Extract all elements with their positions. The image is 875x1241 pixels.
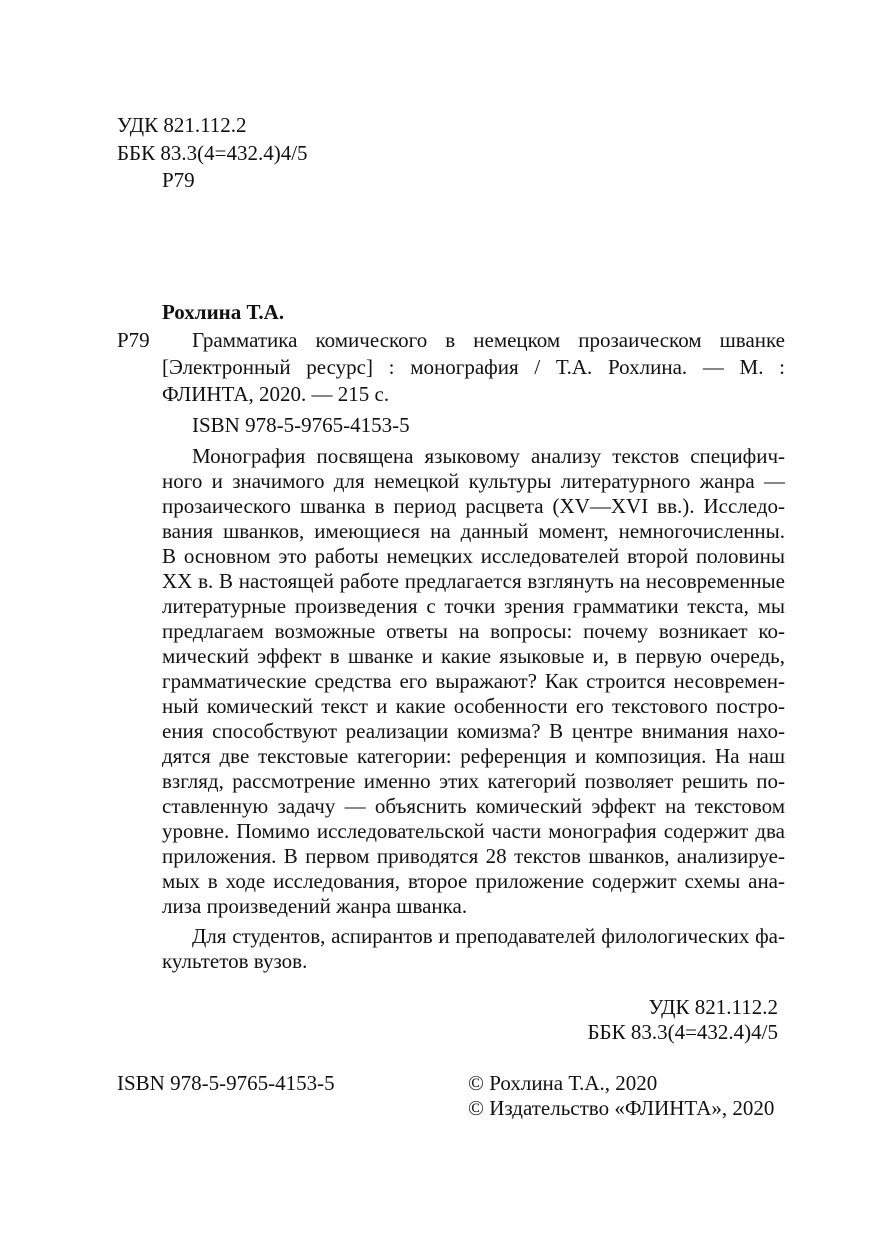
isbn-footer: ISBN 978-5-9765-4153-5 xyxy=(117,1071,335,1095)
abstract-line: ставленную задачу — объяснить комический эффект на текстовом xyxy=(162,794,785,818)
abstract-line: уровне. Помимо исследовательской части монография содержит два xyxy=(162,819,785,843)
abstract-line: прозаического шванка в период расцвета (XV—XVI вв.). Исследо- xyxy=(162,494,785,518)
abstract-line: ного и значимого для немецкой культуры литературного жанра — xyxy=(162,469,785,493)
bibliographic-line: [Электронный ресурс] : монография / Т.А. Рохлина. — М. : xyxy=(162,355,785,379)
isbn-record: ISBN 978-5-9765-4153-5 xyxy=(192,413,410,437)
abstract-line: вания шванков, имеющиеся на данный момент, немногочисленны. xyxy=(162,519,785,543)
abstract-line: грамматические средства его выражают? Как строится несовремен- xyxy=(162,669,785,693)
abstract-line: XX в. В настоящей работе предлагается взглянуть на несовременные xyxy=(162,569,785,593)
author-mark-record: Р79 xyxy=(117,328,150,352)
bibliographic-line: Грамматика комического в немецком прозаическом шванке xyxy=(192,328,785,352)
abstract-line: взгляд, рассмотрение именно этих категорий позволяет решить по- xyxy=(162,769,785,793)
abstract-line: ения способствуют реализации комизма? В центре внимания нахо- xyxy=(162,719,785,743)
abstract-line: Монография посвящена языковому анализу текстов специфич- xyxy=(192,444,785,468)
abstract-line: ный комический текст и какие особенности его текстового постро- xyxy=(162,694,785,718)
abstract-line: В основном это работы немецких исследователей второй половины xyxy=(162,544,785,568)
copyright-publisher: © Издательство «ФЛИНТА», 2020 xyxy=(468,1096,775,1120)
abstract-line: мический эффект в шванке и какие языковые и, в первую очередь, xyxy=(162,644,785,668)
abstract-line: приложения. В первом приводятся 28 текстов шванков, анализируе- xyxy=(162,844,785,868)
abstract-line: литературные произведения с точки зрения грамматики текста, мы xyxy=(162,594,785,618)
udk-code-top: УДК 821.112.2 xyxy=(117,113,247,137)
audience-line: культетов вузов. xyxy=(162,949,308,973)
author-mark-top: Р79 xyxy=(162,168,195,192)
copyright-author: © Рохлина Т.А., 2020 xyxy=(468,1071,658,1095)
audience-line: Для студентов, аспирантов и преподавателей филологических фа- xyxy=(192,924,785,948)
abstract-line: предлагаем возможные ответы на вопросы: почему возникает ко- xyxy=(162,619,785,643)
bbk-code-bottom: ББК 83.3(4=432.4)4/5 xyxy=(587,1020,778,1044)
abstract-line: мых в ходе исследования, второе приложение содержит схемы ана- xyxy=(162,869,785,893)
abstract-line: дятся две текстовые категории: референция и композиция. На наш xyxy=(162,744,785,768)
bbk-code-top: ББК 83.3(4=432.4)4/5 xyxy=(117,141,308,165)
bibliographic-line: ФЛИНТА, 2020. — 215 с. xyxy=(162,382,390,406)
abstract-line: лиза произведений жанра шванка. xyxy=(162,894,468,918)
author-heading: Рохлина Т.А. xyxy=(162,300,285,324)
udk-code-bottom: УДК 821.112.2 xyxy=(648,995,778,1019)
